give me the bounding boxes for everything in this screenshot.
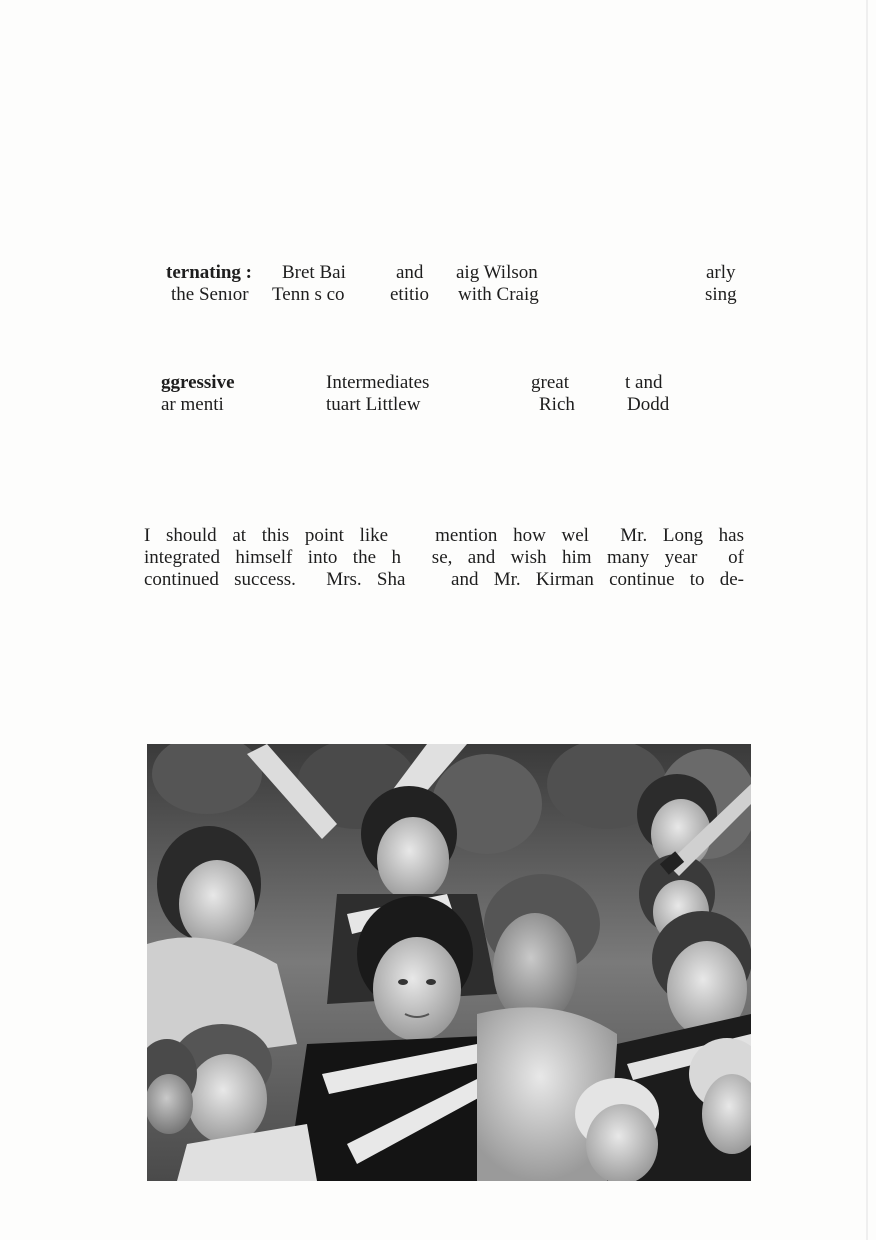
paragraph-line-text: continued success. Mrs. Sha and Mr. Kirman continue to de-: [144, 569, 744, 590]
text-fragment: with Craig: [458, 284, 539, 305]
text-fragment: the Senıor: [171, 284, 249, 305]
paragraph-line-text: integrated himself into the h se, and wish him many year of: [144, 547, 744, 568]
text-fragment: arly: [706, 262, 736, 283]
photo-illustration: [147, 744, 751, 1181]
text-fragment: aig Wilson: [456, 262, 538, 283]
text-fragment: etitio: [390, 284, 430, 305]
text-fragment: sing: [705, 284, 737, 305]
body-paragraph: [144, 525, 744, 591]
paragraph-line: [144, 525, 744, 547]
group-photograph: [147, 744, 751, 1181]
text-fragment: Rich: [539, 394, 575, 415]
text-fragment: Dodd: [627, 394, 670, 415]
text-fragment: tuart Littlew: [326, 394, 421, 415]
text-fragment: ternating :: [166, 262, 253, 283]
text-fragment: t and: [625, 372, 663, 393]
text-fragment: and: [396, 262, 424, 283]
paragraph-line: [144, 547, 744, 569]
scan-edge: [866, 0, 868, 1240]
text-fragment: Tenn s co: [272, 284, 345, 305]
text-fragment: ar menti: [161, 394, 224, 415]
paragraph-line-text: I should at this point like mention how wel Mr. Long has: [144, 525, 744, 546]
paragraph-line: [144, 569, 744, 591]
text-fragment: ggressive: [161, 372, 235, 393]
text-fragment: great: [531, 372, 569, 393]
text-fragment: Intermediates: [326, 372, 430, 393]
text-fragment: Bret Bai: [282, 262, 346, 283]
